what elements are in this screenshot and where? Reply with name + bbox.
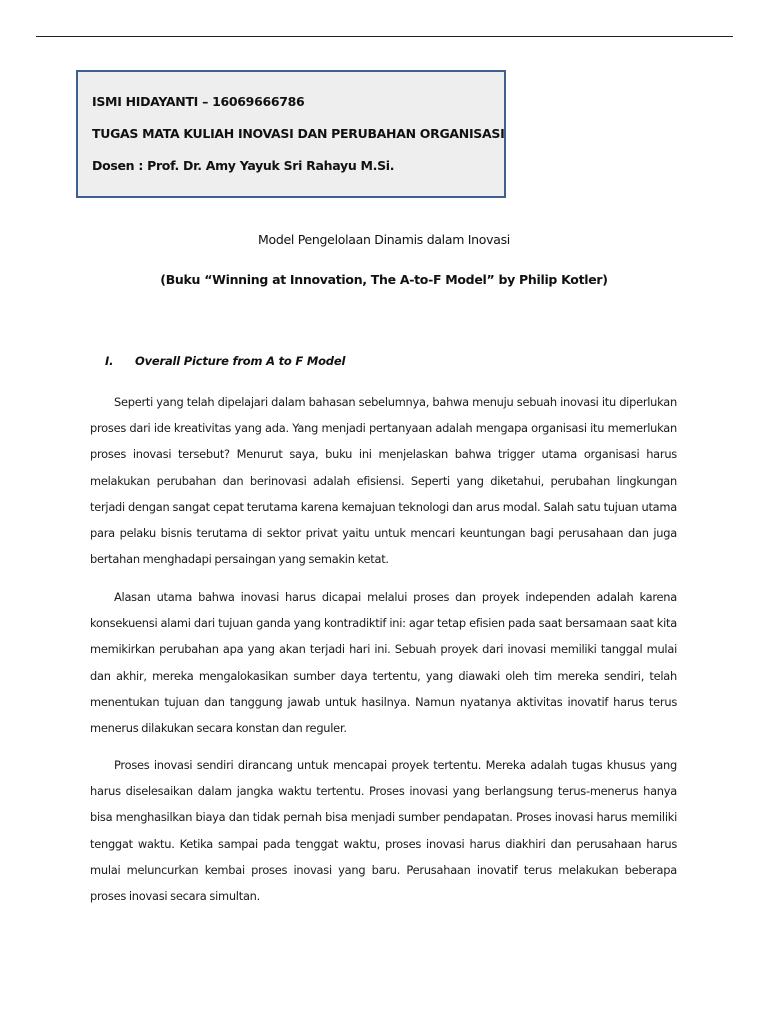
section-number: I. <box>105 354 114 368</box>
body-paragraph: Alasan utama bahwa inovasi harus dicapai melalui proses dan proyek independen adalah karena konsekuensi alami dari tujuan ganda yang kontradiktif ini: agar tetap efisien pada saat bersamaan saat kita memikirkan perubahan apa yang akan terjadi hari ini. Sebuah proyek dari inovasi memiliki tanggal mulai dan akhir, mereka mengalokasikan sumber daya tertentu, yang diawaki oleh tim mereka sendiri, telah menentukan tujuan dan tanggung jawab untuk hasilnya. Namun nyatanya aktivitas inovatif harus terus menerus dilakukan secara konstan dan reguler. <box>90 590 677 736</box>
section-heading <box>105 354 345 368</box>
header-rule <box>36 36 733 37</box>
lecturer-name: Dosen : Prof. Dr. Amy Yayuk Sri Rahayu M.Si. <box>92 158 395 173</box>
course-assignment-title: TUGAS MATA KULIAH INOVASI DAN PERUBAHAN ORGANISASI <box>92 126 505 141</box>
body-paragraph: Seperti yang telah dipelajari dalam bahasan sebelumnya, bahwa menuju sebuah inovasi itu diperlukan proses dari ide kreativitas yang ada. Yang menjadi pertanyaan adalah mengapa organisasi itu memerlukan proses inovasi tersebut? Menurut saya, buku ini menjelaskan bahwa trigger utama organisasi harus melakukan perubahan dan berinovasi adalah efisiensi. Seperti yang diketahui, perubahan lingkungan terjadi dengan sangat cepat terutama karena kemajuan teknologi dan arus modal. Salah satu tujuan utama para pelaku bisnis terutama di sektor privat yaitu untuk mencari keuntungan bagi perusahaan dan juga bertahan menghadapi persaingan yang semakin ketat. <box>90 395 677 567</box>
document-subtitle: (Buku “Winning at Innovation, The A-to-F Model” by Philip Kotler) <box>160 272 608 287</box>
section-title: Overall Picture from A to F Model <box>135 354 346 368</box>
document-title: Model Pengelolaan Dinamis dalam Inovasi <box>258 232 510 247</box>
body-paragraph: Proses inovasi sendiri dirancang untuk mencapai proyek tertentu. Mereka adalah tugas khusus yang harus diselesaikan dalam jangka waktu tertentu. Proses inovasi yang berlangsung terus-menerus hanya bisa menghasilkan biaya dan tidak pernah bisa menjadi sumber pendapatan. Proses inovasi harus memiliki tenggat waktu. Ketika sampai pada tenggat waktu, proses inovasi harus diakhiri dan perusahaan harus mulai meluncurkan kembai proses inovasi yang baru. Perusahaan inovatif terus melakukan beberapa proses inovasi secara simultan. <box>90 758 677 904</box>
author-name-id: ISMI HIDAYANTI – 16069666786 <box>92 94 305 109</box>
author-info-box <box>76 70 506 198</box>
